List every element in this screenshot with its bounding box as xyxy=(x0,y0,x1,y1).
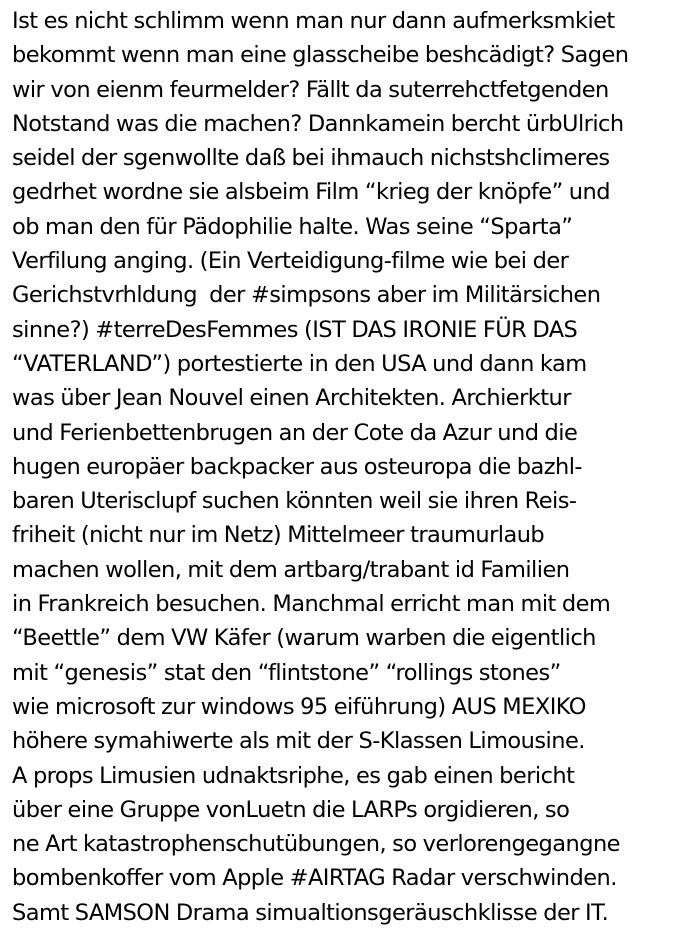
text-line: A props Limusien udnaktsriphe, es gab einen bericht xyxy=(12,762,575,789)
text-line: gedrhet wordne sie alsbeim Film “krieg der knöpfe” und xyxy=(12,179,610,206)
text-line: “VATERLAND”) portestierte in den USA und dann kam xyxy=(12,350,587,377)
text-line: bombenkoffer vom Apple #AIRTAG Radar verschwinden. xyxy=(12,865,617,892)
text-line: friheit (nicht nur im Netz) Mittelmeer traumurlaub xyxy=(12,522,545,549)
text-line: Gerichstvrhldung der #simpsons aber im Militärsichen xyxy=(12,282,601,309)
text-line: Verfilung anging. (Ein Verteidigung-filme wie bei der xyxy=(12,248,569,275)
text-line: “Beettle” dem VW Käfer (warum warben die eigentlich xyxy=(12,625,596,652)
text-line: über eine Gruppe vonLuetn die LARPs orgidieren, so xyxy=(12,796,570,823)
text-line: ob man den für Pädophilie halte. Was seine “Sparta” xyxy=(12,213,573,240)
text-line: wir von eienm feurmelder? Fällt da suterrehctfetgenden xyxy=(12,76,609,103)
text-line: in Frankreich besuchen. Manchmal erricht man mit dem xyxy=(12,591,611,618)
text-line: mit “genesis” stat den “flintstone” “rollings stones” xyxy=(12,659,561,686)
text-line: und Ferienbettenbrugen an der Cote da Azur und die xyxy=(12,419,578,446)
text-line: baren Uterisclupf suchen könnten weil sie ihren Reis- xyxy=(12,488,577,515)
text-line: wie microsoft zur windows 95 eiführung) AUS MEXIKO xyxy=(12,693,586,720)
text-line: höhere symahiwerte als mit der S-Klassen Limousine. xyxy=(12,728,585,755)
text-line: hugen europäer backpacker aus osteuropa die bazhl- xyxy=(12,453,583,480)
text-line: Notstand was die machen? Dannkamein bercht ürbUlrich xyxy=(12,110,624,137)
text-line: machen wollen, mit dem artbarg/trabant id Familien xyxy=(12,556,570,583)
text-line: Ist es nicht schlimm wenn man nur dann aufmerksmkiet xyxy=(12,8,615,34)
text-line: sinne?) #terreDesFemmes (IST DAS IRONIE FÜR DAS xyxy=(12,316,578,343)
text-line: bekommt wenn man eine glasscheibe beshcädigt? Sagen xyxy=(12,42,629,69)
text-line: seidel der sgenwollte daß bei ihmauch nichstshclimeres xyxy=(12,145,610,172)
text-line: ne Art katastrophenschutübungen, so verlorengegangne xyxy=(12,831,620,858)
text-line: Samt SAMSON Drama simualtionsgeräuschklisse der IT. xyxy=(12,899,609,926)
document-page xyxy=(12,4,682,936)
text-line: was über Jean Nouvel einen Architekten. Archierktur xyxy=(12,385,571,412)
